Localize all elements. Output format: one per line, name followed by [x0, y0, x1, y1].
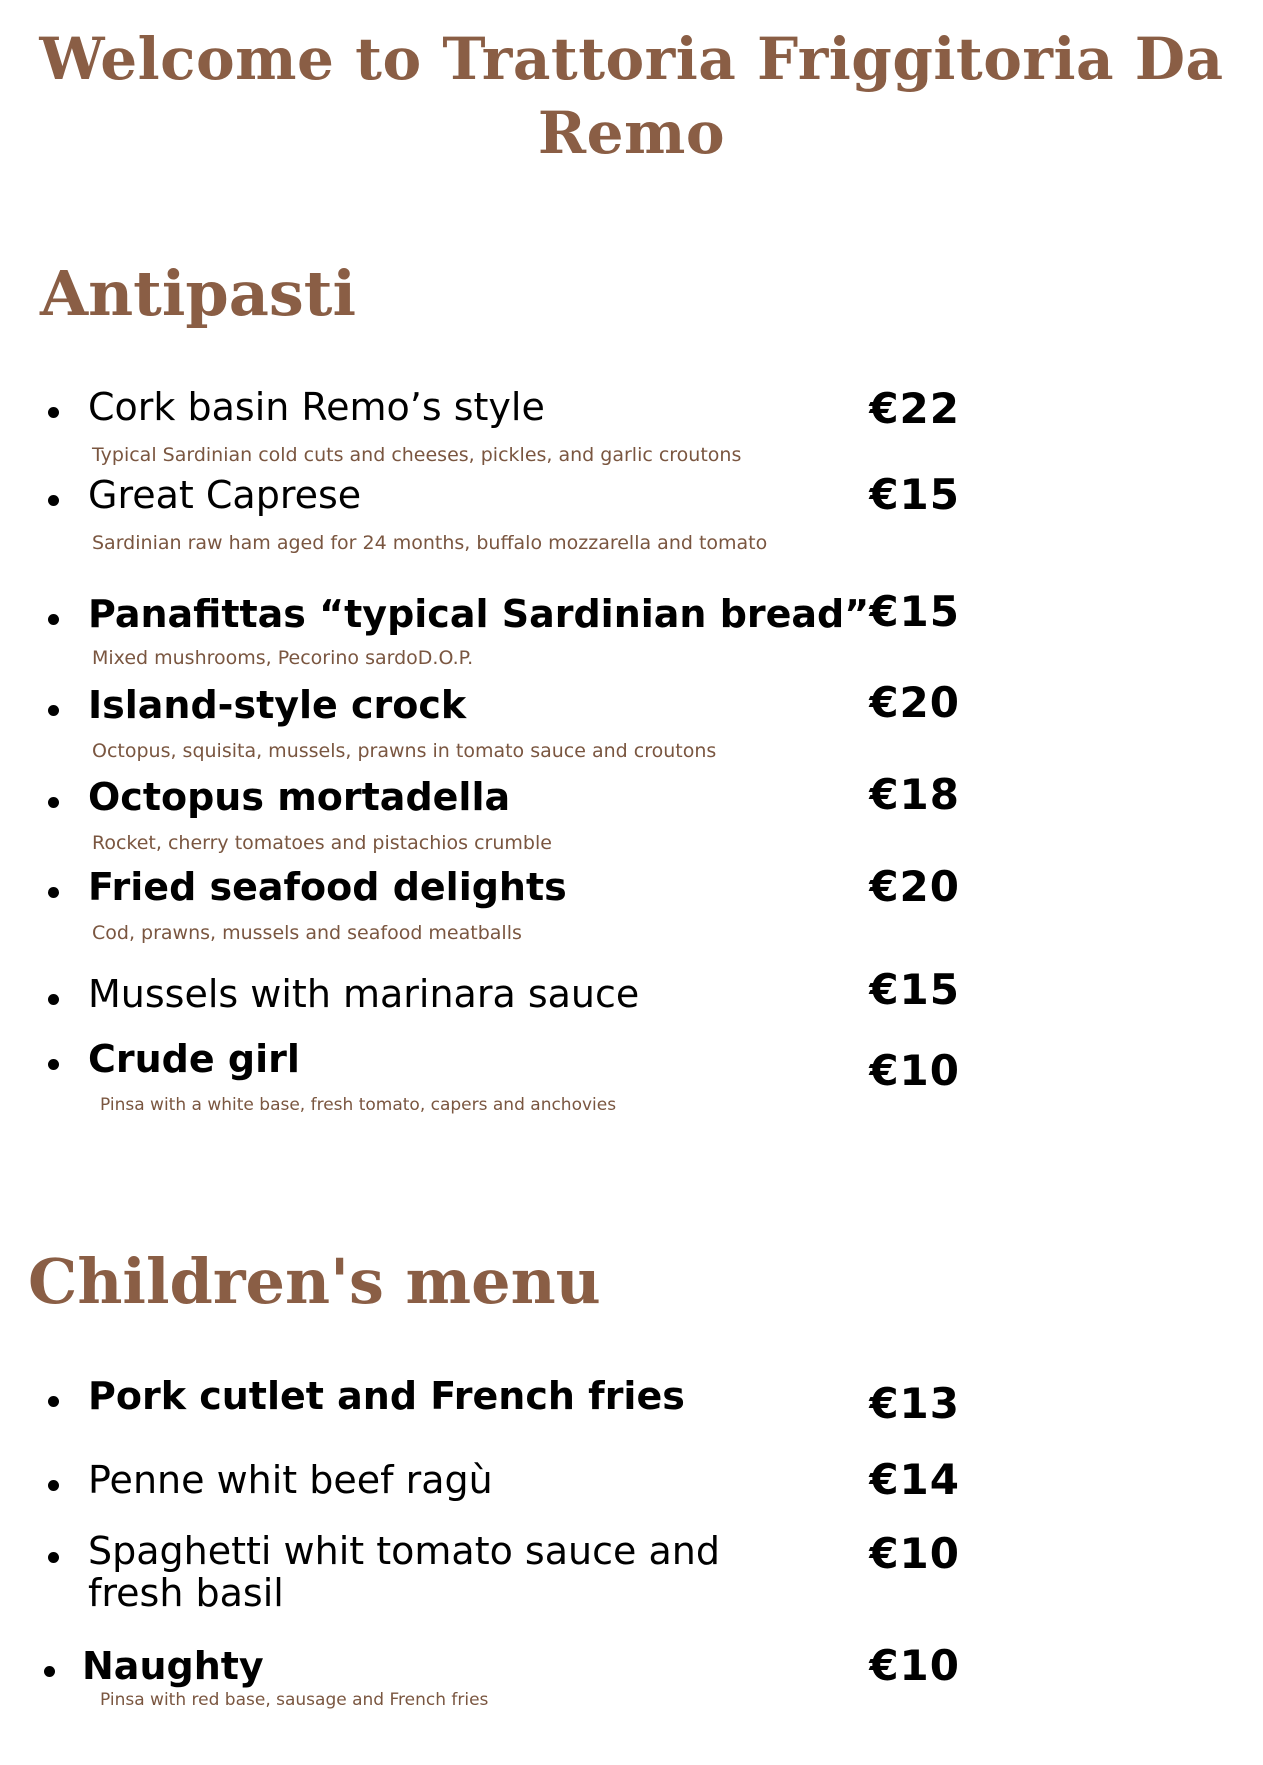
bullet-icon [48, 1480, 59, 1491]
menu-item-description: Typical Sardinian cold cuts and cheeses, pickles, and garlic croutons [92, 444, 742, 466]
menu-item-name: Penne whit beef ragù [88, 1458, 493, 1502]
menu-item-name: Fried seafood delights [88, 865, 567, 909]
page-title-line-2: Remo [537, 99, 726, 167]
menu-item-price: €14 [869, 1455, 960, 1504]
bullet-icon [48, 1552, 59, 1563]
bullet-icon [48, 797, 59, 808]
section-heading-antipasti: Antipasti [40, 257, 356, 330]
menu-item-price: €20 [869, 862, 960, 911]
menu-item-description: Sardinian raw ham aged for 24 months, buffalo mozzarella and tomato [92, 532, 768, 554]
menu-item-name: Cork basin Remo’s style [88, 385, 545, 429]
menu-item-name: Octopus mortadella [88, 775, 511, 819]
menu-item-description: Pinsa with a white base, fresh tomato, capers and anchovies [100, 1095, 617, 1115]
bullet-icon [48, 994, 59, 1005]
page-title [0, 22, 1263, 170]
menu-item-price: €15 [869, 470, 960, 519]
menu-item-name: Mussels with marinara sauce [88, 972, 640, 1016]
menu-item-name: Naughty [82, 1644, 264, 1688]
bullet-icon [48, 614, 59, 625]
menu-item-description: Pinsa with red base, sausage and French fries [100, 1690, 489, 1710]
menu-item-name: Island-style crock [88, 683, 467, 727]
menu-item-price: €15 [869, 965, 960, 1014]
menu-item-price: €10 [869, 1529, 960, 1578]
menu-item-description: Rocket, cherry tomatoes and pistachios crumble [92, 832, 552, 854]
menu-item-description: Octopus, squisita, mussels, prawns in tomato sauce and croutons [92, 740, 717, 762]
menu-item-price: €13 [869, 1379, 960, 1428]
menu-item-price: €22 [869, 384, 960, 433]
menu-item-description: Cod, prawns, mussels and seafood meatballs [92, 922, 522, 944]
section-heading-childrens-menu: Children's menu [28, 1245, 601, 1318]
menu-item-price: €20 [869, 678, 960, 727]
menu-item-name: Great Caprese [88, 473, 362, 517]
bullet-icon [48, 887, 59, 898]
page-title-line-1: Welcome to Trattoria Friggitoria Da [39, 25, 1224, 93]
menu-item-name: Pork cutlet and French fries [88, 1374, 685, 1418]
menu-item-name: Crude girl [88, 1037, 300, 1081]
menu-item-description: Mixed mushrooms, Pecorino sardoD.O.P. [92, 647, 474, 669]
bullet-icon [44, 1666, 55, 1677]
menu-item-price: €15 [869, 587, 960, 636]
bullet-icon [48, 407, 59, 418]
bullet-icon [48, 1059, 59, 1070]
menu-item-price: €18 [869, 770, 960, 819]
bullet-icon [48, 705, 59, 716]
menu-item-name: Panafittas “typical Sardinian bread” [88, 592, 870, 636]
menu-item-price: €10 [869, 1046, 960, 1095]
menu-item-price: €10 [869, 1641, 960, 1690]
menu-item-name: Spaghetti whit tomato sauce and fresh basil [88, 1529, 720, 1615]
bullet-icon [48, 495, 59, 506]
bullet-icon [48, 1396, 59, 1407]
